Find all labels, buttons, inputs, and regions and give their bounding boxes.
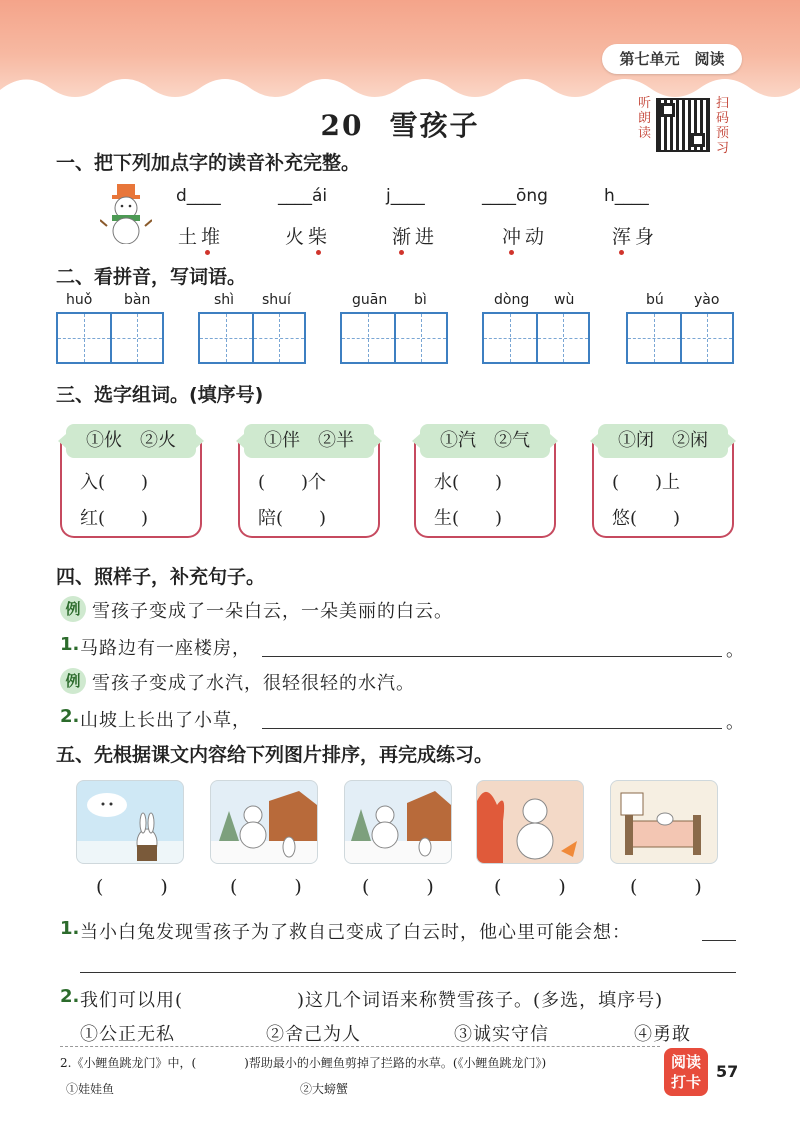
order-blank-4[interactable]: ( ) <box>494 876 566 898</box>
choice-options: ①汽 ②气 <box>420 424 550 458</box>
answer-line-5-1b[interactable] <box>80 972 736 973</box>
lesson-number: 20 <box>320 109 364 142</box>
grid-pinyin: guān <box>352 292 388 308</box>
footer-option-1: ①娃娃鱼 <box>66 1082 115 1096</box>
period-mark: 。 <box>726 712 744 733</box>
fill-blank[interactable]: 陪( ) <box>258 508 327 529</box>
qr-code-block[interactable] <box>636 96 736 158</box>
answer-line-2[interactable] <box>262 728 722 729</box>
story-picture-cloud <box>76 780 184 864</box>
pinyin-blank-2[interactable]: ____ái <box>278 186 328 206</box>
qr-left-label: 听朗读 <box>638 96 652 141</box>
dotted-word-2: 火柴 <box>285 226 332 248</box>
grid-pinyin: bàn <box>124 292 151 308</box>
footer-divider <box>60 1046 660 1047</box>
fill-blank[interactable]: 红( ) <box>80 508 149 529</box>
grid-pinyin: shuí <box>262 292 291 308</box>
choice-card-4 <box>592 420 734 538</box>
dotted-word-5: 浑身 <box>612 226 659 248</box>
fill-blank[interactable]: 水( ) <box>434 472 503 493</box>
grid-pinyin: wù <box>554 292 575 308</box>
writing-grid-3[interactable] <box>340 312 448 364</box>
fill-blank[interactable]: 生( ) <box>434 508 503 529</box>
order-blank-5[interactable]: ( ) <box>630 876 702 898</box>
grid-pinyin: bì <box>414 292 427 308</box>
footer-question: 2.《小鲤鱼跳龙门》中，( )帮助最小的小鲤鱼剪掉了拦路的水草。(《小鲤鱼跳龙门》) <box>60 1056 547 1070</box>
fill-blank[interactable]: 入( ) <box>80 472 149 493</box>
option-4[interactable]: ④勇敢 <box>634 1024 691 1045</box>
emphasis-dot <box>316 250 321 255</box>
order-blank-1[interactable]: ( ) <box>96 876 168 898</box>
order-blank-2[interactable]: ( ) <box>230 876 302 898</box>
question-stem-5-1: 当小白兔发现雪孩子为了救自己变成了白云时，他心里可能会想： <box>80 922 631 943</box>
question-number: 2. <box>60 706 80 727</box>
example-sentence-1: 雪孩子变成了一朵白云，一朵美丽的白云。 <box>92 601 453 622</box>
order-blank-3[interactable]: ( ) <box>362 876 434 898</box>
qr-right-label: 扫码预习 <box>716 96 730 156</box>
footer-option-2: ②大螃蟹 <box>300 1082 349 1096</box>
unit-tab: 第七单元 阅读 <box>602 44 742 74</box>
qr-code-icon[interactable] <box>656 98 710 152</box>
story-picture-snowman-rabbit <box>344 780 452 864</box>
grid-pinyin: huǒ <box>66 292 93 308</box>
writing-grid-5[interactable] <box>626 312 734 364</box>
fill-blank[interactable]: ( )上 <box>612 472 681 493</box>
example-sentence-2: 雪孩子变成了水汽，很轻很轻的水汽。 <box>92 673 415 694</box>
story-picture-rabbit-bed <box>610 780 718 864</box>
grid-pinyin: bú <box>646 292 664 308</box>
section3-heading: 三、选字组词。(填序号) <box>56 384 264 406</box>
emphasis-dot <box>619 250 624 255</box>
period-mark: 。 <box>726 640 744 661</box>
option-3[interactable]: ③诚实守信 <box>454 1024 549 1045</box>
writing-grid-4[interactable] <box>482 312 590 364</box>
story-picture-snowman-house <box>210 780 318 864</box>
answer-line-5-1a[interactable] <box>702 940 736 941</box>
section2-heading: 二、看拼音，写词语。 <box>56 266 247 288</box>
choice-card-1 <box>60 420 202 538</box>
question-number: 2. <box>60 986 80 1007</box>
grid-pinyin: shì <box>214 292 235 308</box>
dotted-word-1: 土堆 <box>178 226 225 248</box>
pinyin-blank-5[interactable]: h____ <box>604 186 649 206</box>
example-tag: 例 <box>60 596 86 622</box>
choice-card-2 <box>238 420 380 538</box>
emphasis-dot <box>205 250 210 255</box>
pinyin-blank-1[interactable]: d____ <box>176 186 221 206</box>
emphasis-dot <box>399 250 404 255</box>
choice-options: ①伙 ②火 <box>66 424 196 458</box>
question-stem-1: 马路边有一座楼房， <box>80 638 251 659</box>
question-stem-2: 山坡上长出了小草， <box>80 710 251 731</box>
option-2[interactable]: ②舍己为人 <box>266 1024 361 1045</box>
fill-blank[interactable]: ( )个 <box>258 472 327 493</box>
grid-pinyin: dòng <box>494 292 530 308</box>
choice-card-3 <box>414 420 556 538</box>
writing-grid-1[interactable] <box>56 312 164 364</box>
section5-heading: 五、先根据课文内容给下列图片排序，再完成练习。 <box>56 744 494 766</box>
choice-options: ①闭 ②闲 <box>598 424 728 458</box>
emphasis-dot <box>509 250 514 255</box>
choice-options: ①伴 ②半 <box>244 424 374 458</box>
dotted-word-4: 冲动 <box>502 226 549 248</box>
fill-blank[interactable]: 悠( ) <box>612 508 681 529</box>
example-tag: 例 <box>60 668 86 694</box>
option-1[interactable]: ①公正无私 <box>80 1024 175 1045</box>
story-picture-fire-rescue <box>476 780 584 864</box>
question-number: 1. <box>60 918 80 939</box>
snowman-icon <box>100 182 152 244</box>
pinyin-blank-3[interactable]: j____ <box>386 186 425 206</box>
pinyin-blank-4[interactable]: ____ōng <box>482 186 548 206</box>
question-number: 1. <box>60 634 80 655</box>
reading-checkin-badge[interactable]: 阅读打卡 <box>664 1048 708 1096</box>
page-number: 57 <box>716 1062 739 1081</box>
grid-pinyin: yào <box>694 292 720 308</box>
lesson-title: 雪孩子 <box>389 109 480 142</box>
dotted-word-3: 渐进 <box>392 226 439 248</box>
section1-heading: 一、把下列加点字的读音补充完整。 <box>56 152 361 174</box>
writing-grid-2[interactable] <box>198 312 306 364</box>
section4-heading: 四、照样子，补充句子。 <box>56 566 266 588</box>
question-stem-5-2: 我们可以用( )这几个词语来称赞雪孩子。(多选，填序号) <box>80 990 664 1011</box>
answer-line-1[interactable] <box>262 656 722 657</box>
